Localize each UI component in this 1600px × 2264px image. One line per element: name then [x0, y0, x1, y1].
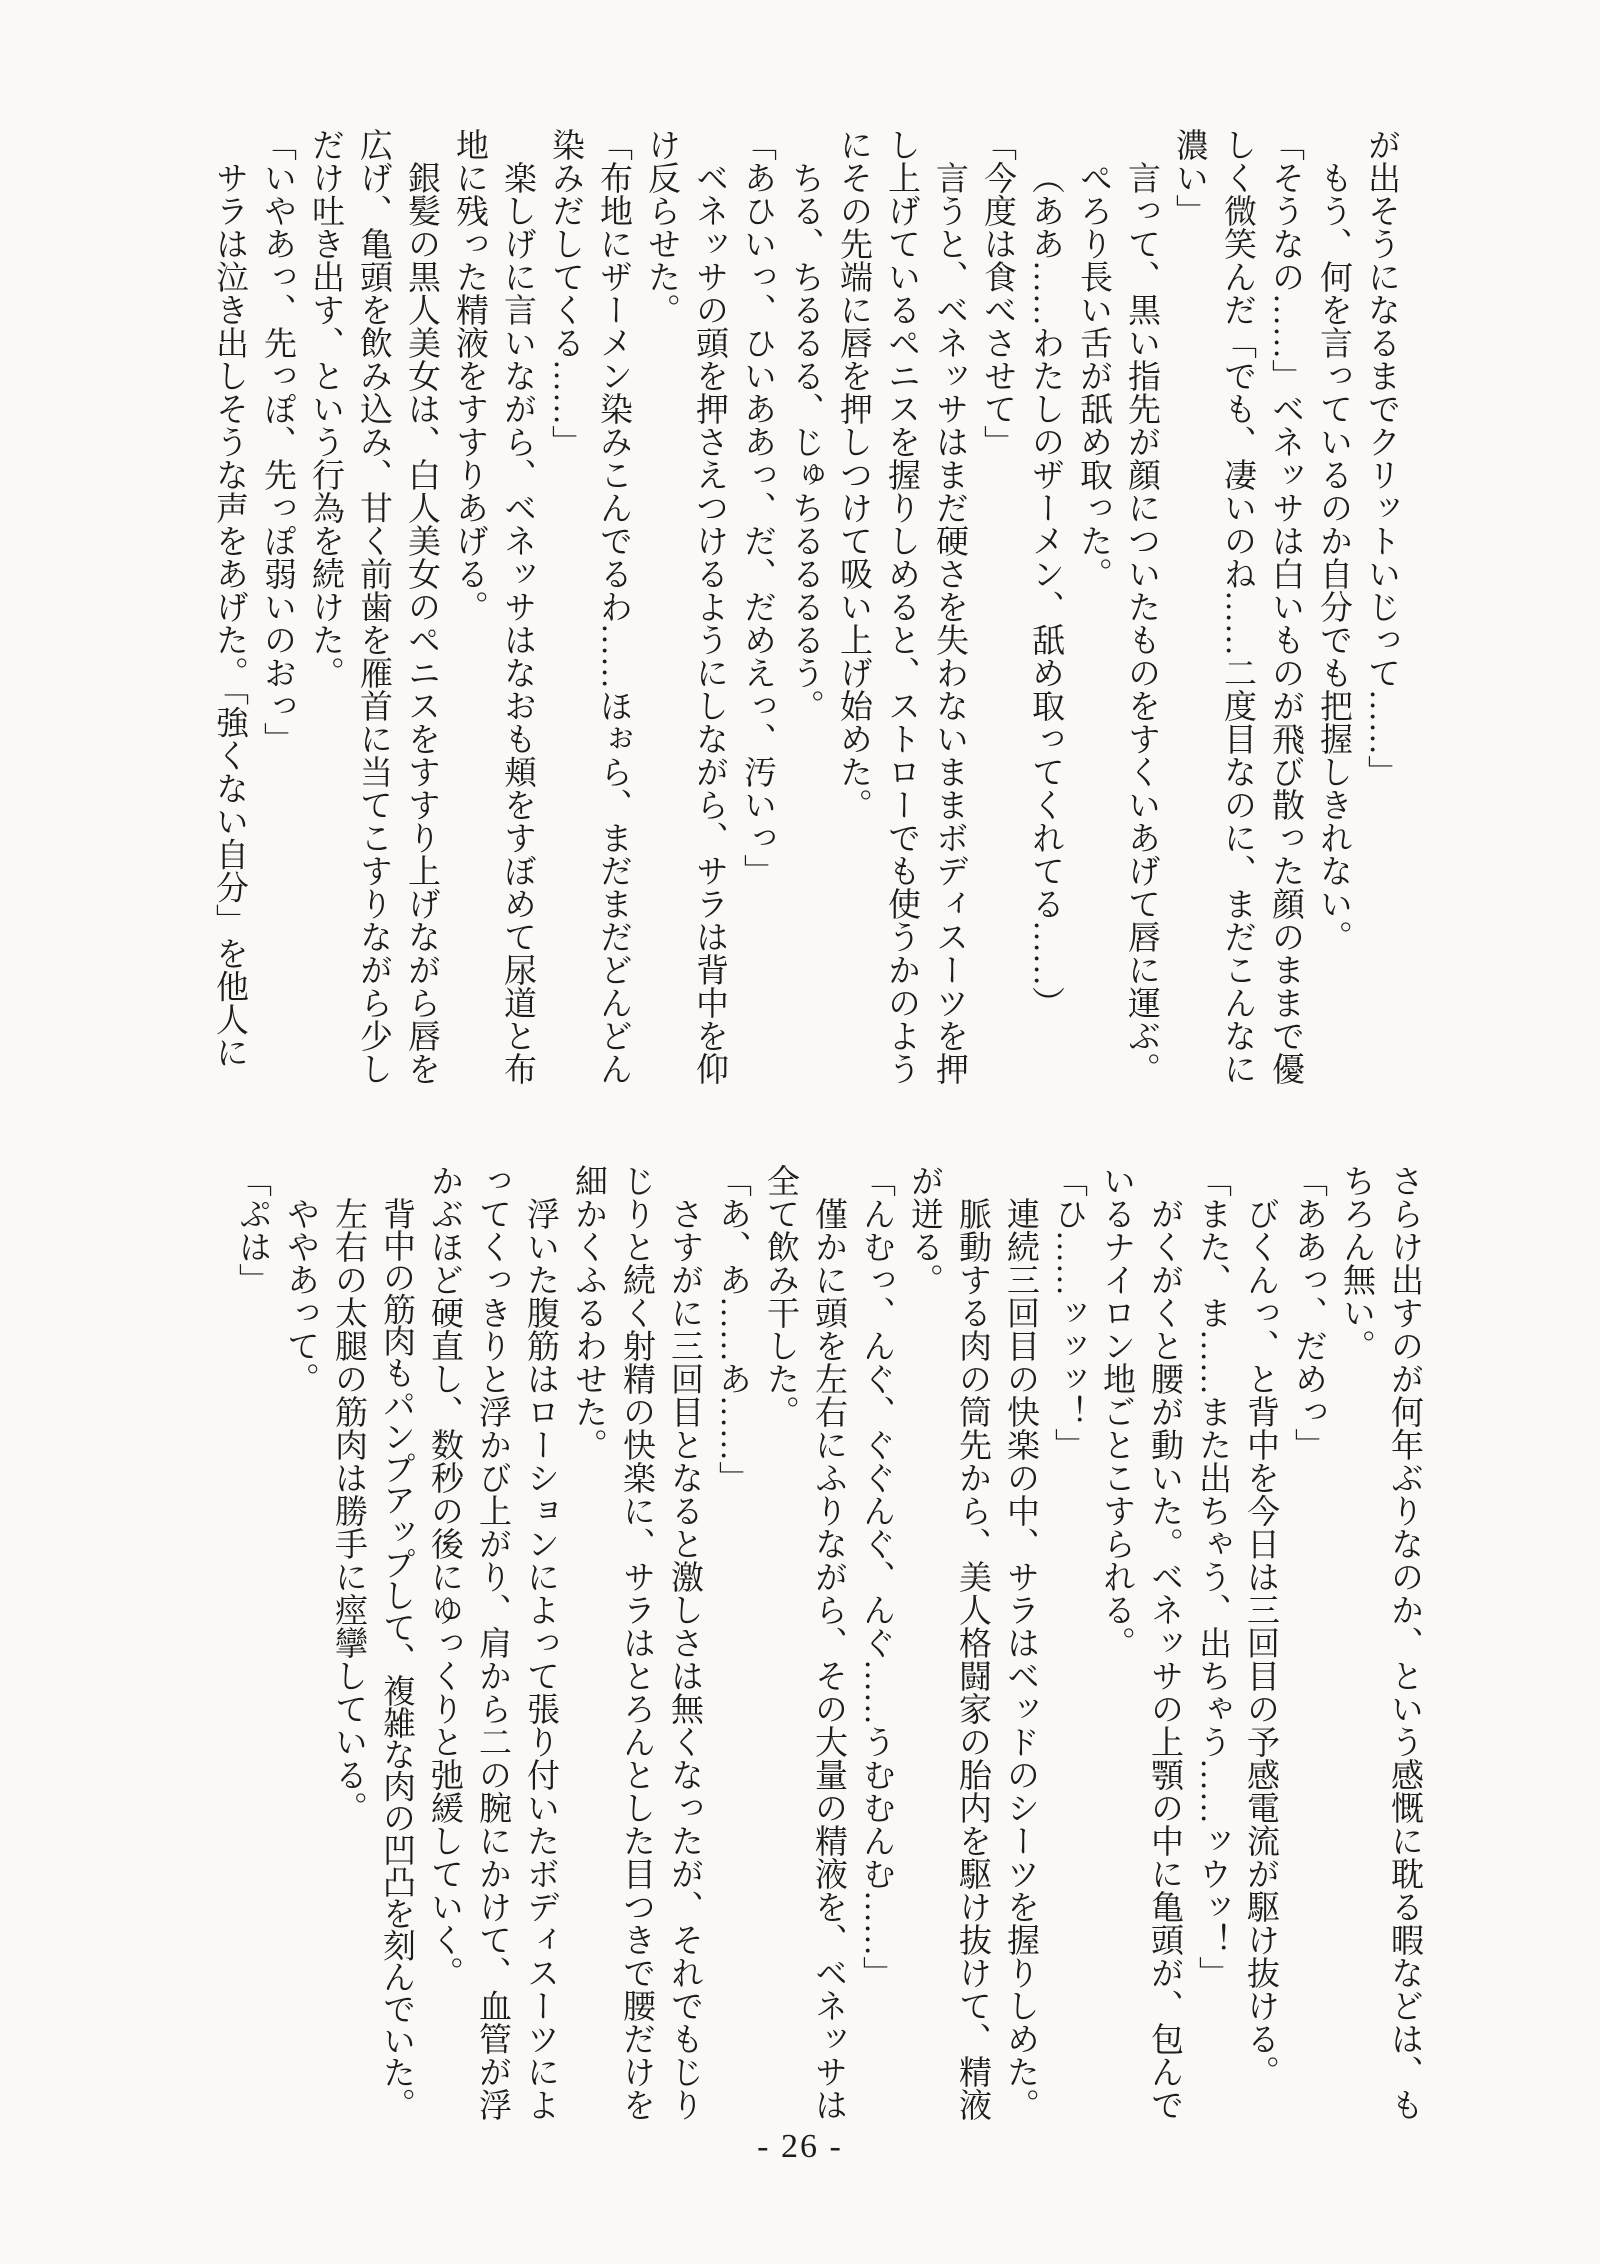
paragraph: 「ぷは」 — [234, 1164, 270, 1296]
paragraph: （ああ……わたしのザーメン、舐め取ってくれてる……） — [1027, 161, 1063, 1019]
paragraph: 「そうなの……」ベネッサは白いものが飛び散った顔のままで優しく微笑んだ「でも、凄いのね……二度目なのに、まだこんなに濃い」 — [1171, 128, 1303, 1085]
vertical-text-block-bottom — [228, 1164, 1428, 2121]
paragraph: さらけ出すのが何年ぶりなのか、という感慨に耽る暇などは、もちろん無い。 — [1338, 1164, 1422, 2121]
paragraph: ベネッサの頭を押さえつけるようにしながら、サラは背中を仰け反らせた。 — [643, 128, 727, 1085]
paragraph: 「今度は食べさせて」 — [979, 128, 1015, 458]
paragraph: 「ああっ、だめっ」 — [1290, 1164, 1326, 1461]
paragraph: サラは泣き出しそうな声をあげた。「強くない自分」を他人に — [211, 161, 247, 1069]
vertical-text-block-top — [205, 128, 1405, 1085]
paragraph: 言うと、ベネッサはまだ硬さを失わないままボディスーツを押し上げているペニスを握りしめると、ストローでも使うかのようにその先端に唇を押しつけて吸い上げ始めた。 — [835, 128, 967, 1085]
paragraph: 楽しげに言いながら、ベネッサはなおも頬をすぼめて尿道と布地に残った精液をすすりあげる。 — [451, 128, 535, 1085]
paragraph: 連続三回目の快楽の中、サラはベッドのシーツを握りしめた。 — [1002, 1197, 1038, 2121]
paragraph: ややあって。 — [282, 1197, 318, 1395]
paragraph: 「いやあっ、先っぽ、先っぽ弱いのおっ」 — [259, 128, 295, 755]
paragraph: 「ひ……ッッッ！」 — [1050, 1164, 1086, 1461]
paragraph: 「また、ま……また出ちゃう、出ちゃう……ッウッ！」 — [1194, 1164, 1230, 1989]
paragraph: ちる、ちるるる、じゅちるるるるう。 — [787, 161, 823, 722]
page-number: - 26 - — [757, 2128, 843, 2165]
paragraph: びくんっ、と背中を今日は三回目の予感電流が駆け抜ける。 — [1242, 1197, 1278, 2088]
paragraph: 言って、黒い指先が顔についたものをすくいあげて唇に運ぶ。 — [1123, 161, 1159, 1085]
paragraph: さすがに三回目となると激しさは無くなったが、それでもじりじりと続く射精の快楽に、サラはとろんとした目つきで腰だけを細かくふるわせた。 — [570, 1164, 702, 2121]
paragraph: もう、何を言っているのか自分でも把握しきれない。 — [1315, 161, 1351, 953]
paragraph: 「布地にザーメン染みこんでるわ……ほぉら、まだまだどんどん染みだしてくる……」 — [547, 128, 631, 1085]
paragraph: 脈動する肉の筒先から、美人格闘家の胎内を駆け抜けて、精液が迸る。 — [906, 1164, 990, 2121]
paragraph: 僅かに頭を左右にふりながら、その大量の精液を、ベネッサは全て飲み干した。 — [762, 1164, 846, 2121]
paragraph: 浮いた腹筋はローションによって張り付いたボディスーツによってくっきりと浮かび上がり、肩から二の腕にかけて、血管が浮かぶほど硬直し、数秒の後にゆっくりと弛緩していく。 — [426, 1164, 558, 2121]
paragraph: がくがくと腰が動いた。ベネッサの上顎の中に亀頭が、包んでいるナイロン地ごとこすられる。 — [1098, 1164, 1182, 2121]
paragraph: ぺろり長い舌が舐め取った。 — [1075, 161, 1111, 590]
paragraph: 左右の太腿の筋肉は勝手に痙攣している。 — [330, 1197, 366, 1824]
paragraph: 銀髪の黒人美女は、白人美女のペニスをすすり上げながら唇を広げ、亀頭を飲み込み、甘く前歯を雁首に当てこすりながら少しだけ吐き出す、という行為を続けた。 — [307, 128, 439, 1085]
paragraph: 「あひいっ、ひいああっ、だ、だめえっ、汚いっ」 — [739, 128, 775, 887]
paragraph: 背中の筋肉もパンプアップして、複雑な肉の凹凸を刻んでいた。 — [378, 1197, 414, 2120]
paragraph: 「んむっ、んぐ、ぐぐんぐ、んぐ……うむむんむ……」 — [858, 1164, 894, 1989]
paragraph: が出そうになるまでクリットいじって……」 — [1363, 128, 1399, 788]
paragraph: 「あ、あ……あ……」 — [714, 1164, 750, 1494]
